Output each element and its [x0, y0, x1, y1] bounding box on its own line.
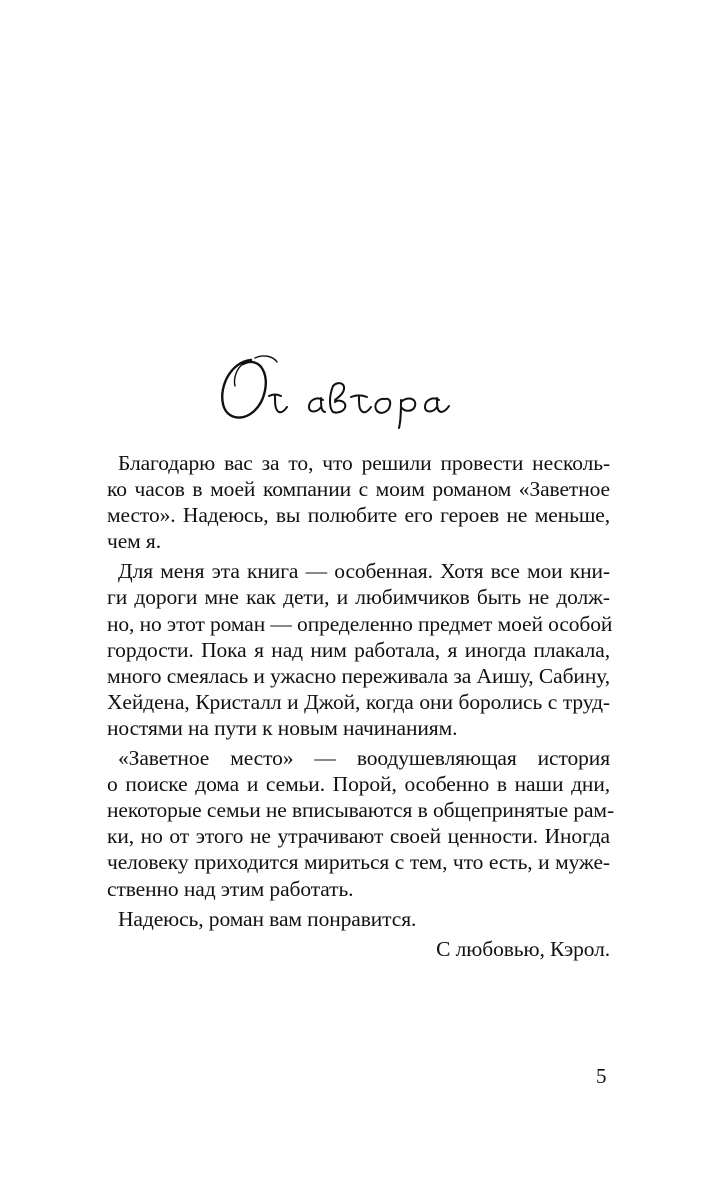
text-line: Благодарю вас за то, что решили провести несколь-	[118, 451, 610, 475]
text-line: о поиске дома и семьи. Порой, особенно в наши дни,	[107, 772, 610, 797]
text-line: ки, но от этого не утрачивают своей ценности. Иногда	[107, 824, 610, 849]
text-line: «Заветное место» — воодушевляющая история	[118, 746, 610, 771]
paragraph	[107, 450, 610, 554]
body-text	[107, 450, 615, 962]
paragraph	[107, 558, 613, 741]
paragraph	[107, 745, 615, 902]
text-line: ственно над этим работать.	[107, 876, 354, 901]
chapter-heading	[213, 352, 483, 432]
page-number: 5	[596, 1064, 607, 1088]
text-line: гордости. Пока я над ним работала, я иногда плакала,	[107, 637, 610, 662]
chapter-heading-text: От автора	[213, 352, 218, 353]
text-line: много смеялась и ужасно переживала за Аишу, Сабину,	[107, 663, 610, 688]
paragraph	[107, 906, 610, 932]
text-line: место». Надеюсь, вы полюбите его героев не меньше,	[107, 503, 610, 528]
text-line: человеку приходится мириться с тем, что есть, и муже-	[107, 850, 610, 875]
text-line: ностями на пути к новым начинаниям.	[107, 715, 458, 740]
text-line: Хейдена, Кристалл и Джой, когда они боролись с труд-	[107, 689, 610, 714]
text-line: ко часов в моей компании с моим романом «Заветное	[107, 477, 610, 502]
text-line: но, но этот роман — определенно предмет моей особой	[107, 611, 613, 636]
text-line: Для меня эта книга — особенная. Хотя все мои кни-	[118, 559, 610, 584]
text-line: чем я.	[107, 529, 162, 554]
text-line: некоторые семьи не вписываются в общепринятые рам-	[107, 798, 615, 823]
signature: С любовью, Кэрол.	[436, 936, 610, 961]
text-line: Надеюсь, роман вам понравится.	[118, 906, 417, 931]
text-line: ги дороги мне как дети, и любимчиков быть не долж-	[107, 585, 610, 610]
chapter-heading-script	[213, 352, 483, 432]
